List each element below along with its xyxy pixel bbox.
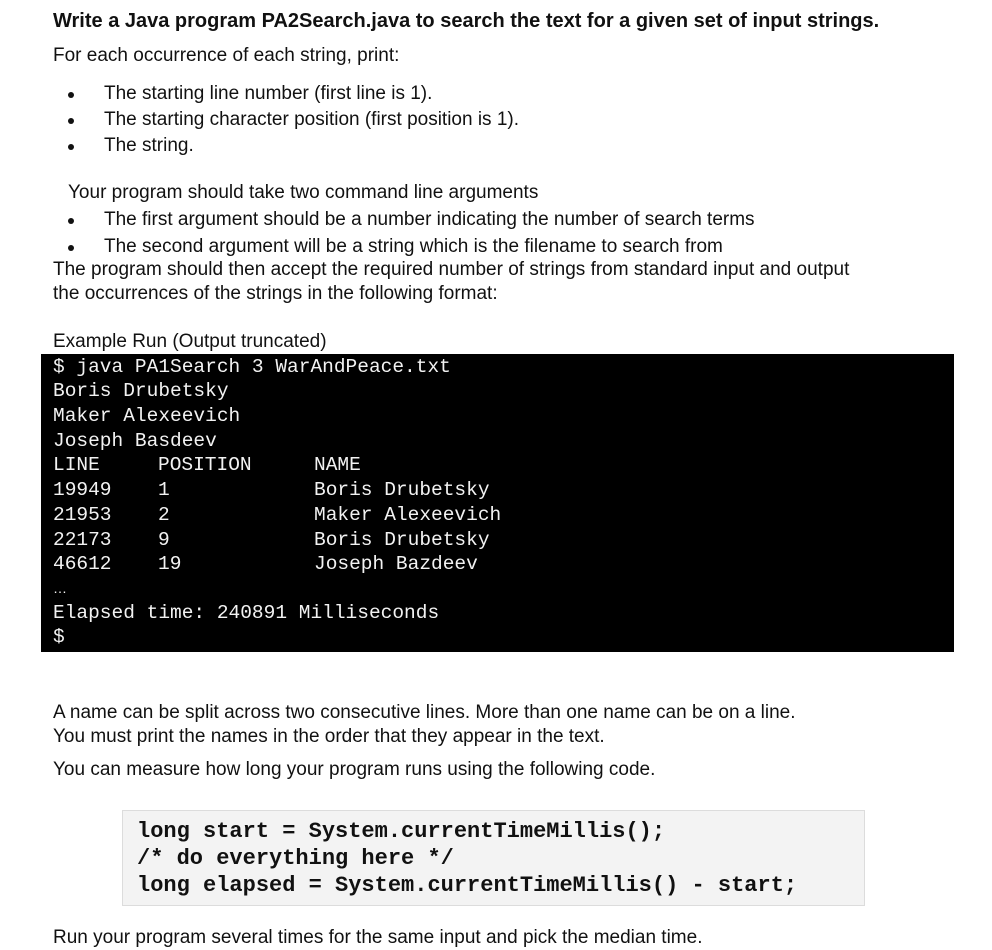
measure-paragraph: You can measure how long your program runs using the following code. xyxy=(53,759,656,780)
header-line: LINE xyxy=(53,454,100,476)
bullet-icon xyxy=(68,245,74,251)
example-label: Example Run (Output truncated) xyxy=(53,331,327,352)
row-position: 2 xyxy=(158,504,170,526)
list-item: The second argument will be a string which is the filename to search from xyxy=(104,236,723,257)
header-position: POSITION xyxy=(158,454,252,476)
list-item: The starting character position (first position is 1). xyxy=(104,109,520,130)
terminal-prompt: $ xyxy=(53,626,65,648)
code-snippet xyxy=(122,810,865,906)
bullet-icon xyxy=(68,144,74,150)
output-paragraph-line: the occurrences of the strings in the following format: xyxy=(53,283,498,304)
assignment-title: Write a Java program PA2Search.java to search the text for a given set of input strings. xyxy=(53,10,880,32)
bullet-icon xyxy=(68,218,74,224)
terminal-output xyxy=(41,354,954,652)
output-paragraph-line: The program should then accept the required number of strings from standard input and output xyxy=(53,259,850,280)
list-item: The string. xyxy=(104,135,194,156)
row-line: 19949 xyxy=(53,479,112,501)
row-position: 1 xyxy=(158,479,170,501)
intro-text: For each occurrence of each string, print: xyxy=(53,45,400,66)
row-position: 9 xyxy=(158,529,170,551)
code-line: /* do everything here */ xyxy=(137,846,454,871)
code-line: long start = System.currentTimeMillis(); xyxy=(137,819,666,844)
row-name: Boris Drubetsky xyxy=(314,529,490,551)
truncation-ellipsis: … xyxy=(53,580,67,596)
args-intro-text: Your program should take two command line arguments xyxy=(68,182,539,203)
terminal-input-line: Maker Alexeevich xyxy=(53,405,241,427)
list-item: The first argument should be a number indicating the number of search terms xyxy=(104,209,755,230)
row-line: 46612 xyxy=(53,553,112,575)
elapsed-time-line: Elapsed time: 240891 Milliseconds xyxy=(53,602,440,624)
row-name: Boris Drubetsky xyxy=(314,479,490,501)
split-paragraph-line: A name can be split across two consecutive lines. More than one name can be on a line. xyxy=(53,702,796,723)
header-name: NAME xyxy=(314,454,361,476)
final-paragraph: Run your program several times for the same input and pick the median time. xyxy=(53,927,703,948)
terminal-command: $ java PA1Search 3 WarAndPeace.txt xyxy=(53,356,451,378)
bullet-icon xyxy=(68,92,74,98)
terminal-input-line: Joseph Basdeev xyxy=(53,430,217,452)
row-position: 19 xyxy=(158,553,182,575)
row-line: 21953 xyxy=(53,504,112,526)
row-name: Maker Alexeevich xyxy=(314,504,502,526)
list-item: The starting line number (first line is 1). xyxy=(104,83,433,104)
bullet-icon xyxy=(68,118,74,124)
row-line: 22173 xyxy=(53,529,112,551)
split-paragraph-line: You must print the names in the order that they appear in the text. xyxy=(53,726,605,747)
row-name: Joseph Bazdeev xyxy=(314,553,478,575)
terminal-input-line: Boris Drubetsky xyxy=(53,380,229,402)
code-line: long elapsed = System.currentTimeMillis() - start; xyxy=(137,873,798,898)
